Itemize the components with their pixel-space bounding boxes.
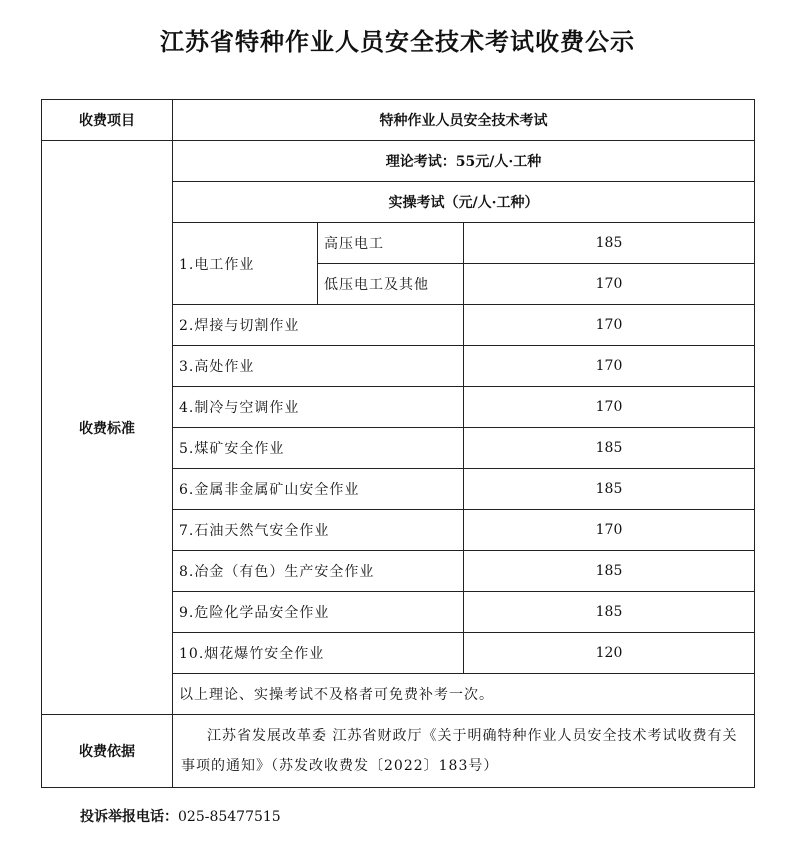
work-type-name: 6.金属非金属矿山安全作业 bbox=[173, 469, 464, 510]
work-type-name: 5.煤矿安全作业 bbox=[173, 428, 464, 469]
fee-value: 170 bbox=[464, 510, 755, 551]
fee-item-value: 特种作业人员安全技术考试 bbox=[173, 100, 755, 141]
work-type-name: 9.危险化学品安全作业 bbox=[173, 592, 464, 633]
complaint-phone: 025-85477515 bbox=[178, 809, 281, 825]
complaint-hotline bbox=[80, 806, 281, 826]
electrical-work-name: 1.电工作业 bbox=[173, 223, 318, 305]
sub-item-name: 高压电工 bbox=[318, 223, 464, 264]
fee-value: 185 bbox=[464, 223, 755, 264]
work-type-name: 3.高处作业 bbox=[173, 346, 464, 387]
work-type-name: 8.冶金（有色）生产安全作业 bbox=[173, 551, 464, 592]
fee-value: 170 bbox=[464, 387, 755, 428]
fee-item-label: 收费项目 bbox=[42, 100, 173, 141]
fee-item-row bbox=[42, 100, 755, 141]
work-type-name: 7.石油天然气安全作业 bbox=[173, 510, 464, 551]
fee-value: 170 bbox=[464, 346, 755, 387]
basis-row bbox=[42, 715, 755, 788]
fee-value: 185 bbox=[464, 592, 755, 633]
fee-basis-label: 收费依据 bbox=[42, 715, 173, 788]
fee-standard-label: 收费标准 bbox=[42, 141, 173, 715]
fee-value: 185 bbox=[464, 469, 755, 510]
fee-basis-text bbox=[173, 715, 755, 788]
practical-exam-header: 实操考试（元/人·工种） bbox=[173, 182, 755, 223]
retake-note: 以上理论、实操考试不及格者可免费补考一次。 bbox=[173, 674, 755, 715]
fee-value: 185 bbox=[464, 551, 755, 592]
fee-value: 120 bbox=[464, 633, 755, 674]
fee-table bbox=[41, 99, 755, 788]
fee-value: 185 bbox=[464, 428, 755, 469]
work-type-name: 10.烟花爆竹安全作业 bbox=[173, 633, 464, 674]
fee-basis-content: 江苏省发展改革委 江苏省财政厅《关于明确特种作业人员安全技术考试收费有关事项的通知》（苏发改收费发〔2022〕183号） bbox=[181, 728, 738, 774]
complaint-label: 投诉举报电话： bbox=[80, 809, 178, 825]
sub-item-name: 低压电工及其他 bbox=[318, 264, 464, 305]
fee-value: 170 bbox=[464, 264, 755, 305]
theory-row bbox=[42, 141, 755, 182]
work-type-name: 2.焊接与切割作业 bbox=[173, 305, 464, 346]
work-type-name: 4.制冷与空调作业 bbox=[173, 387, 464, 428]
theory-exam-fee: 理论考试：55元/人·工种 bbox=[173, 141, 755, 182]
page-title: 江苏省特种作业人员安全技术考试收费公示 bbox=[160, 27, 635, 56]
fee-value: 170 bbox=[464, 305, 755, 346]
